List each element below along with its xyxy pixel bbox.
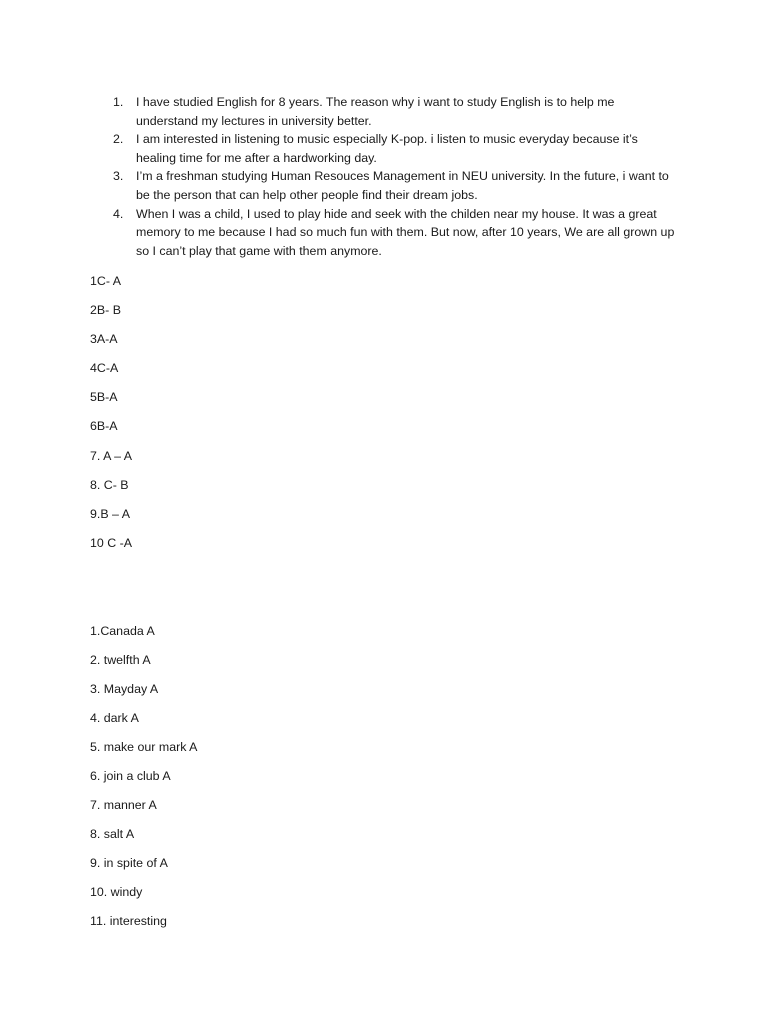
answer-list-part-2	[90, 622, 490, 941]
answer-line: 4. dark A	[90, 711, 139, 725]
answer-line: 7. manner A	[90, 798, 157, 812]
essay-item-text: I am interested in listening to music especially K-pop. i listen to music everyday because it’s healing time for me after a hardworking day.	[136, 132, 638, 165]
answer-line: 1C- A	[90, 274, 121, 288]
answer-line: 9. in spite of A	[90, 856, 168, 870]
essay-item-number: 4.	[113, 206, 124, 221]
essay-list	[113, 93, 678, 260]
essay-item-3	[113, 167, 678, 204]
answer-line: 8. C- B	[90, 477, 129, 492]
answer-list-part-1	[90, 272, 490, 563]
essay-item-number: 1.	[113, 95, 124, 109]
essay-item-2	[113, 130, 678, 167]
answer-line: 1.Canada A	[90, 624, 155, 638]
answer-line: 6. join a club A	[90, 769, 171, 783]
answer-line: 10. windy	[90, 885, 143, 899]
answer-line: 5. make our mark A	[90, 740, 198, 754]
answer-line: 8. salt A	[90, 827, 135, 841]
answer-line: 4C-A	[90, 361, 119, 376]
answer-line: 5B-A	[90, 390, 118, 405]
answer-line: 3A-A	[90, 332, 118, 347]
essay-item-number: 3.	[113, 169, 124, 184]
essay-item-text: I have studied English for 8 years. The reason why i want to study English is to help me understand my lectures in university better.	[136, 95, 615, 128]
essay-item-text: I’m a freshman studying Human Resouces Management in NEU university. In the future, i want to be the person that can help other people find their dream jobs.	[136, 169, 669, 202]
answer-line: 2B- B	[90, 303, 121, 318]
essay-item-text: When I was a child, I used to play hide and seek with the childen near my house. It was a great memory to me because I had so much fun with them. But now, after 10 years, We are all grown up so I can’t play that game with them anymore.	[136, 206, 675, 258]
answer-line: 2. twelfth A	[90, 653, 151, 667]
answer-line: 9.B – A	[90, 506, 130, 521]
answer-line: 10 C -A	[90, 535, 133, 550]
answer-line: 7. A – A	[90, 448, 133, 463]
essay-item-4	[113, 205, 678, 261]
answer-line: 3. Mayday A	[90, 682, 159, 696]
essay-item-number: 2.	[113, 132, 124, 147]
answer-line: 11. interesting	[90, 914, 167, 928]
essay-item-1	[113, 93, 678, 130]
answer-line: 6B-A	[90, 419, 118, 434]
